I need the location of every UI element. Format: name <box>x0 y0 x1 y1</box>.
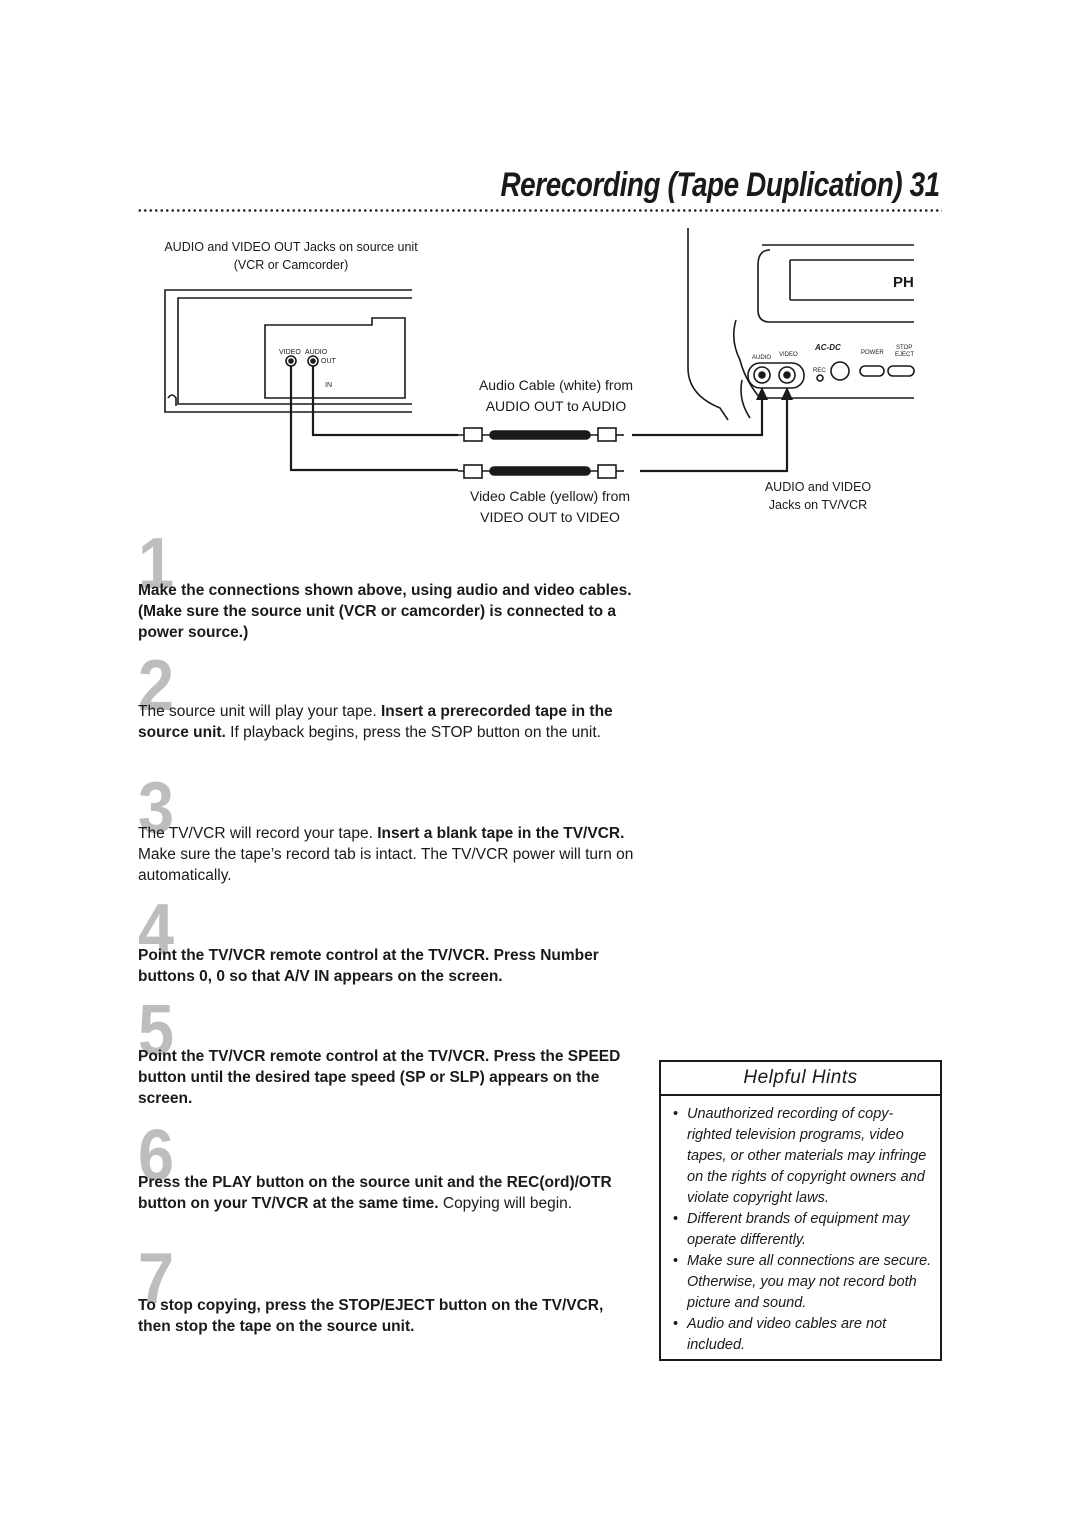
power-button-illustration <box>860 366 884 376</box>
hint-item: • Unauthorized recording of copy-righted television programs, video tapes, or other materials may infringe on the rights of copyright owners and violate copyright laws. <box>687 1104 940 1209</box>
step-number: 7 <box>138 1239 175 1319</box>
rec-indicator-icon <box>817 375 823 381</box>
step-text: Make the connections shown above, using audio and video cables. (Make sure the source unit (VCR or camcorder) is connected to a power source.) <box>138 582 632 641</box>
eject-label: EJECT <box>895 352 915 358</box>
arrow-up-icon <box>756 387 768 400</box>
stop-label: STOP <box>896 345 913 351</box>
video-cable-caption-line1: Video Cable (yellow) from <box>469 488 631 504</box>
tvvcr-caption-line1: AUDIO and VIDEO <box>764 480 872 494</box>
source-video-label: VIDEO <box>279 349 301 356</box>
tvvcr-knob <box>831 362 849 380</box>
video-cable-caption-line2: VIDEO OUT to VIDEO <box>480 509 620 525</box>
tvvcr-illustration <box>688 228 914 420</box>
source-audio-label: AUDIO <box>305 349 328 356</box>
step-text: Press the PLAY button on the source unit and the REC(ord)/OTR button on your TV/VCR at the same time. Copying will begin. <box>138 1174 612 1212</box>
stop-eject-button-illustration <box>888 366 914 376</box>
step-text: Point the TV/VCR remote control at the TV/VCR. Press Number buttons 0, 0 so that A/V IN appears on the screen. <box>138 947 599 985</box>
tvvcr-audio-label: AUDIO <box>752 355 772 361</box>
hint-item: • Audio and video cables are not included. <box>687 1314 940 1356</box>
step-text: The source unit will play your tape. Insert a prerecorded tape in the source unit. If playback begins, press the STOP button on the unit. <box>138 703 613 741</box>
audio-cable-caption-line1: Audio Cable (white) from <box>478 377 634 393</box>
helpful-hints-box <box>659 1060 942 1361</box>
brand-logo: PH <box>893 274 914 291</box>
step-number: 2 <box>138 646 175 726</box>
audio-cable-caption-line2: AUDIO OUT to AUDIO <box>485 398 627 414</box>
hint-item: • Make sure all connections are secure. Otherwise, you may not record both picture and sound. <box>687 1251 940 1314</box>
connection-diagram <box>0 0 1080 560</box>
source-caption-line2: (VCR or Camcorder) <box>233 258 349 272</box>
step-text: To stop copying, press the STOP/EJECT button on the TV/VCR, then stop the tape on the source unit. <box>138 1297 604 1335</box>
helpful-hints-list <box>661 1104 940 1356</box>
audio-cable-illustration <box>458 395 762 441</box>
step-number: 3 <box>138 768 175 848</box>
tvvcr-video-label: VIDEO <box>779 352 798 358</box>
step-text: The TV/VCR will record your tape. Insert a blank tape in the TV/VCR. Make sure the tape’s record tab is intact. The TV/VCR power will turn on automatically. <box>138 825 634 884</box>
source-in-label: IN <box>325 382 332 389</box>
arrow-up-icon <box>781 387 793 400</box>
helpful-hints-title: Helpful Hints <box>661 1062 940 1096</box>
step-number: 6 <box>138 1116 175 1196</box>
power-label: POWER <box>861 350 884 356</box>
source-caption-line1: AUDIO and VIDEO OUT Jacks on source unit <box>164 240 418 254</box>
page-title: Rerecording (Tape Duplication) 31 <box>500 166 940 204</box>
rec-label: REC <box>813 368 826 374</box>
tvvcr-caption-line2: Jacks on TV/VCR <box>768 498 868 512</box>
step-number: 1 <box>138 524 175 604</box>
step-number: 4 <box>138 890 175 970</box>
source-out-label: OUT <box>321 358 336 365</box>
ac-dc-label: AC-DC <box>815 343 841 352</box>
step-text: Point the TV/VCR remote control at the TV/VCR. Press the SPEED button until the desired tape speed (SP or SLP) appears on the screen. <box>138 1048 621 1107</box>
step-number: 5 <box>138 991 175 1071</box>
hint-item: • Different brands of equipment may operate differently. <box>687 1209 940 1251</box>
